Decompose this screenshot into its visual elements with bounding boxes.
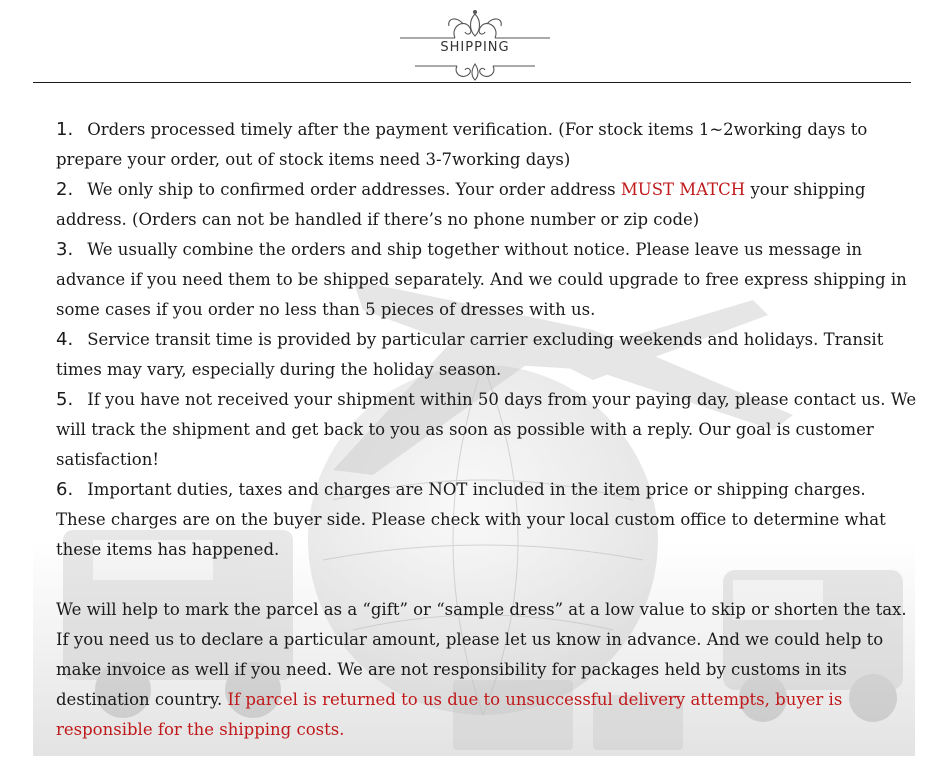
- item-text: Orders processed timely after the payment verification. (For stock items 1~2working days to prepare your order, out of stock items need 3-7working days): [56, 120, 868, 169]
- item-text: Service transit time is provided by particular carrier excluding weekends and holidays. Transit times may vary, especially during the holiday season.: [56, 330, 884, 379]
- item-text: We only ship to confirmed order addresses. Your order address: [87, 180, 621, 199]
- item-number: 3.: [56, 239, 74, 260]
- must-match-highlight: MUST MATCH: [620, 180, 746, 199]
- policy-item-3: [56, 235, 918, 325]
- item-number: 5.: [56, 389, 74, 410]
- customs-note: [56, 595, 918, 745]
- item-number: 2.: [56, 179, 74, 200]
- item-number: 1.: [56, 119, 74, 140]
- policy-item-2: [56, 175, 918, 235]
- item-text: We usually combine the orders and ship together without notice. Please leave us message in advance if you need them to be shipped separately. And we could upgrade to free express shipping in some cases if you order no less than 5 pieces of dresses with us.: [56, 240, 907, 319]
- item-text: Important duties, taxes and charges are NOT included in the item price or shipping charges. These charges are on the buyer side. Please check with your local custom office to determine what these items has happened.: [56, 480, 886, 559]
- item-number: 6.: [56, 479, 74, 500]
- item-number: 4.: [56, 329, 74, 350]
- policy-item-6: [56, 475, 918, 565]
- header-divider: [33, 82, 911, 83]
- policy-item-4: [56, 325, 918, 385]
- return-warning: If parcel is returned to us due to unsuccessful delivery attempts, buyer is responsible for the shipping costs.: [56, 690, 843, 739]
- policy-item-5: [56, 385, 918, 475]
- policy-content: [56, 115, 918, 745]
- policy-item-1: [56, 115, 918, 175]
- note-text: We will help to mark the parcel as a “gift” or “sample dress” at a low value to skip or shorten the tax. If you need us to declare a particular amount, please let us know in advance. And we could help to make invoice as well if you need. We are not responsibility for packages held by customs in its destination country.: [56, 600, 907, 709]
- item-text: If you have not received your shipment within 50 days from your paying day, please contact us. We will track the shipment and get back to you as soon as possible with a reply. Our goal is customer satisfaction!: [56, 390, 917, 469]
- item-text: your shipping address. (Orders can not be handled if there’s no phone number or zip code): [56, 180, 866, 229]
- section-title: SHIPPING: [440, 40, 510, 55]
- section-header: [0, 0, 950, 86]
